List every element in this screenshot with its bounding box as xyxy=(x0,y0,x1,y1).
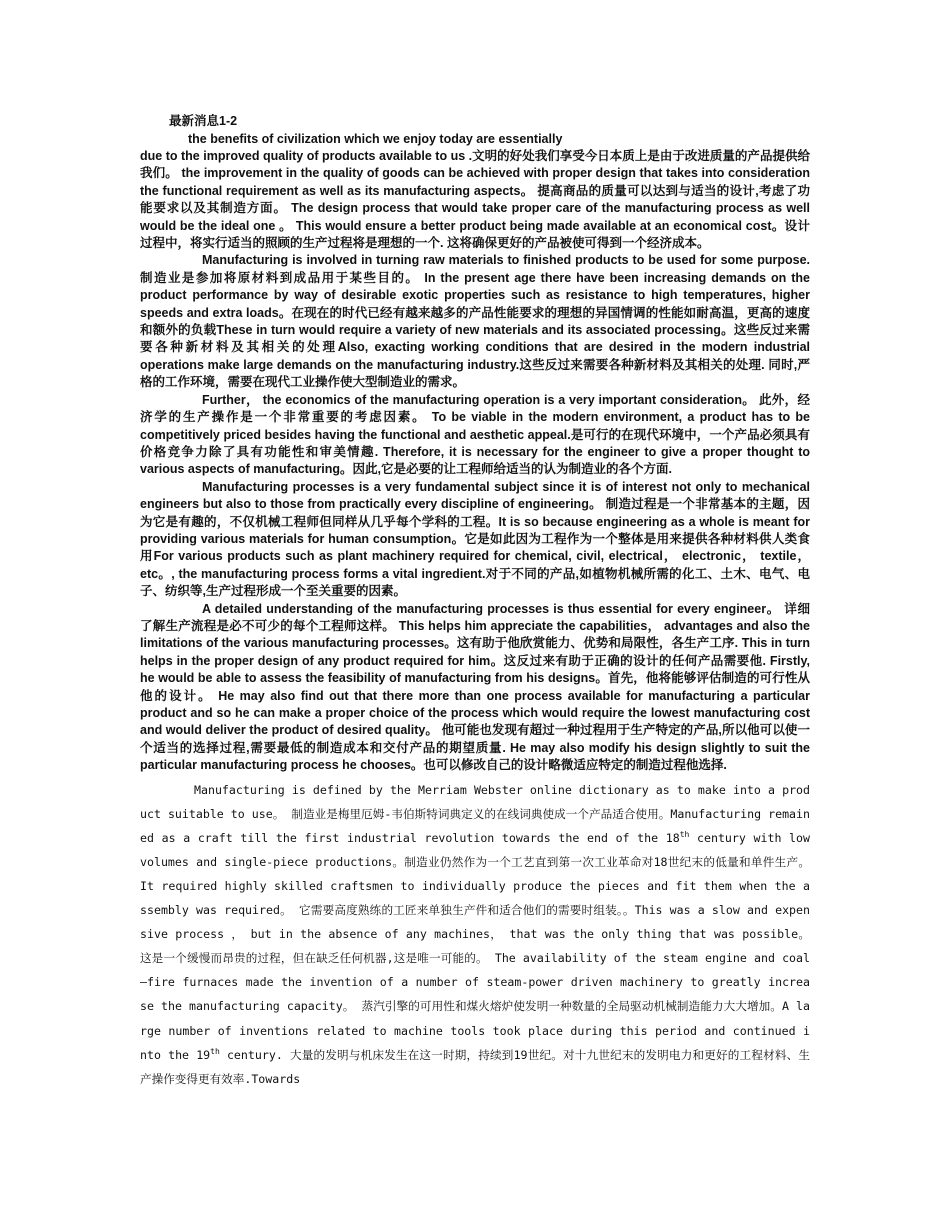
paragraph-raw-materials: Manufacturing is involved in turning raw materials to finished products to be used for some purpose. 制造业是参加将原材料到成品用于某些目的。 In the present age there have been increasing demands on the product performance by way of desirable exotic properties such as resistance to high temperatures, higher speeds and extra loads。在现在的时代已经有越来越多的产品性能要求的理想的异国情调的性能如耐高温，更高的速度和额外的负载These in turn would require a variety of new materials and its associated processing。这些反过来需要各种新材料及其相关的处理Also, exacting working conditions that are desired in the modern industrial operations make large demands on the manufacturing industry.这些反过来需要各种新材料及其相关的处理. 同时,严格的工作环境，需要在现代工业操作使大型制造业的需求。 xyxy=(140,253,810,390)
document-title: 最新消息1-2 xyxy=(169,114,238,128)
paragraph-definition-monospace xyxy=(140,778,810,1091)
mono-text-part-3: century. 大量的发明与机床发生在这一时期，持续到19世纪。对十九世纪末的发明电力和更好的工程材料、生产操作变得更有效率.Towards xyxy=(140,1047,810,1086)
paragraph-fundamental-subject: Manufacturing processes is a very fundamental subject since it is of interest not only to mechanical engineers but also to those from practically every discipline of engineering。 制造过程是一个非常基本的主题，因为它是有趣的，不仅机械工程师但同样从几乎每个学科的工程。It is so because engineering as a whole is meant for providing various materials for human consumption。它是如此因为工程作为一个整体是用来提供各种材料供人类食用For various products such as plant machinery required for chemical, civil, electrical， electronic， textile， etc。, the manufacturing process forms a vital ingredient.对于不同的产品,如植物机械所需的化工、土木、电气、电子、纺织等,生产过程形成一个至关重要的因素。 xyxy=(140,479,810,599)
superscript-th-1: th xyxy=(679,829,690,839)
paragraph-quality: due to the improved quality of products available to us .文明的好处我们享受今日本质上是由于改进质量的产品提供给我们。 the improvement in the quality of goods can be achieved with proper design that takes into consideration the functional requirement as well as its manufacturing aspects。 提高商品的质量可以达到与适当的设计,考虑了功能要求以及其制造方面。 The design process that would take proper care of the manufacturing process as well would be the ideal one 。 This would ensure a better product being made available at an economical cost。设计过程中，将实行适当的照顾的生产过程将是理想的一个. 这将确保更好的产品被使可得到一个经济成本。 xyxy=(140,149,810,251)
paragraph-economics: Further， the economics of the manufacturing operation is a very important consideration。 此外，经济学的生产操作是一个非常重要的考虑因素。 To be viable in the modern environment, a product has to be competitively priced besides having the functional and aesthetic appeal.是可行的在现代环境中，一个产品必须具有价格竞争力除了具有功能性和审美情趣. Therefore, it is necessary for the engineer to give a proper thought to various aspects of manufacturing。因此,它是必要的让工程师给适当的认为制造业的各个方面. xyxy=(140,392,810,477)
superscript-th-2: th xyxy=(210,1046,220,1056)
mono-text-part-1: Manufacturing is defined by the Merriam Webster online dictionary as to make into a product suitable to use。 制造业是梅里厄姆-韦伯斯特词典定义的在线词典使成一个产品适合使用。Manufacturing remained as a craft till the first industrial revolution towards the end of the 18 xyxy=(140,782,810,845)
document-body xyxy=(140,112,810,1091)
intro-line: the benefits of civilization which we enjoy today are essentially xyxy=(188,132,563,146)
mono-text-part-2: century with low volumes and single-piece productions。制造业仍然作为一个工艺直到第一次工业革命对18世纪末的低量和单件生产。 It required highly skilled craftsmen to individually produce the pieces and fit them when the assembly was required。 它需要高度熟练的工匠来单独生产件和适合他们的需要时组装。。This was a slow and expensive process ， but in the absence of any machines， that was the only thing that was possible。这是一个缓慢而昂贵的过程，但在缺乏任何机器,这是唯一可能的。 The availability of the steam engine and coal—fire furnaces made the invention of a number of steam-power driven machinery to greatly increase the manufacturing capacity。 蒸汽引擎的可用性和煤火熔炉使发明一种数量的全局驱动机械制造能力大大增加。A large number of inventions related to machine tools took place during this period and continued into the 19 xyxy=(140,830,810,1062)
paragraph-detailed-understanding: A detailed understanding of the manufacturing processes is thus essential for every engineer。 详细了解生产流程是必不可少的每个工程师这样。 This helps him appreciate the capabilities， advantages and also the limitations of the various manufacturing processes。这有助于他欣赏能力、优势和局限性，各生产工序. This in turn helps in the proper design of any product required for him。这反过来有助于正确的设计的任何产品需要他. Firstly, he would be able to assess the feasibility of manufacturing from his designs。首先，他将能够评估制造的可行性从他的设计。 He may also find out that there more than one process available for manufacturing a particular product and so he can make a proper choice of the process which would require the lowest manufacturing cost and would deliver the product of desired quality。 他可能也发现有超过一种过程用于生产特定的产品,所以他可以使一个适当的选择过程,需要最低的制造成本和交付产品的期望质量. He may also modify his design slightly to suit the particular manufacturing process he chooses。也可以修改自己的设计略微适应特定的制造过程他选择. xyxy=(140,601,810,773)
